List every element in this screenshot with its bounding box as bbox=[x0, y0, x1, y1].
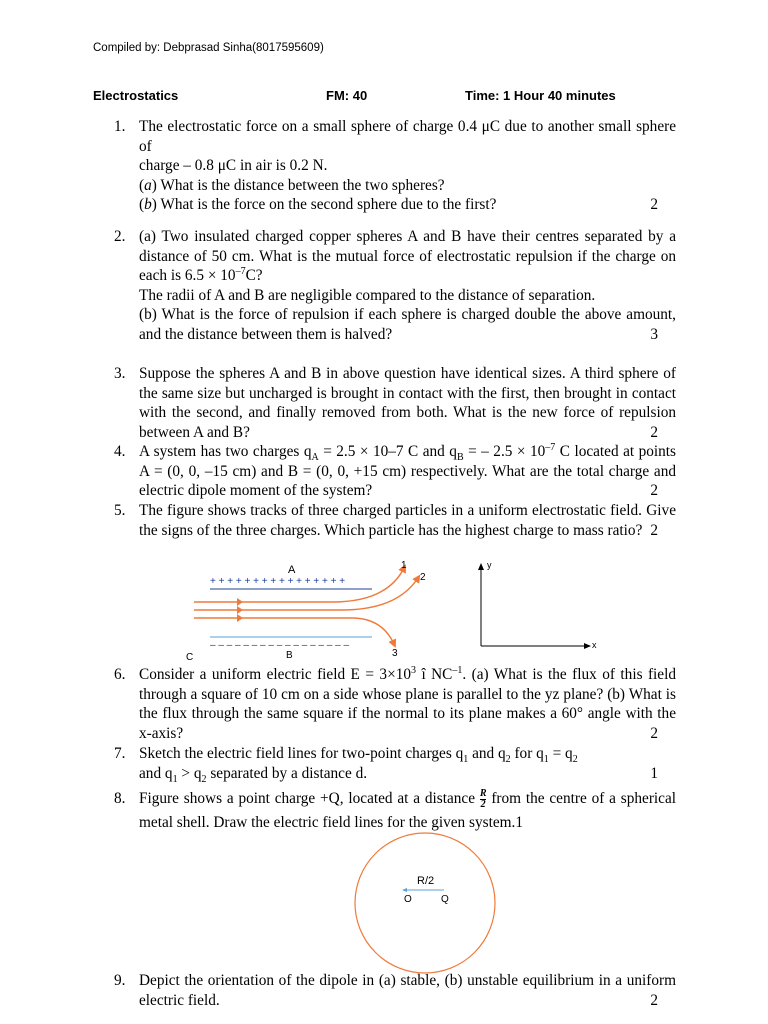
particle-tracks-figure bbox=[182, 560, 622, 664]
question-number: 1. bbox=[114, 118, 126, 135]
question-text: (a) Two insulated charged copper spheres A and B have their centres separated by a distance of 50 cm. What is the mutual force of electrostatic repulsion if the charge on each is $6.5 \times 10^{-7}C$? bbox=[139, 228, 676, 285]
question-text: Sketch the electric field lines for two-point charges $q_1$ and $q_2$ for $q_1 = q_2$ and $q_1 > q_2$ separated by a distance d. 1 bbox=[139, 745, 658, 785]
marks: 2 bbox=[650, 521, 658, 539]
label-r-over-2: R/2 bbox=[417, 875, 435, 887]
question-text: The figure shows tracks of three charged particles in a uniform electrostatic field. Give the signs of the three charges. Which particle has the highest charge to mass ratio? bbox=[139, 502, 676, 539]
marks: 2 bbox=[650, 423, 658, 441]
question-number: 3. bbox=[114, 365, 126, 382]
question-text: Consider a uniform electric field $E = 3\times 10^3$ î $NC^{-1}$. (a) What is the flux of this field through a square of 10 cm on a side whose plane is parallel to the yz plane? (b) What is the flux through the same square if the normal to its plane makes a 60° angle with the x-axis? 2 bbox=[139, 664, 676, 742]
compiled-by: Compiled by: Debprasad Sinha(8017595609) bbox=[93, 42, 324, 54]
marks: 1 bbox=[515, 814, 524, 831]
label-q: Q bbox=[441, 894, 449, 905]
positive-plate-signs: + + + + + + + + + + + + + + + + bbox=[210, 576, 346, 587]
question-number: 8. bbox=[114, 790, 126, 807]
label-o: O bbox=[404, 894, 412, 905]
question-number: 6. bbox=[114, 666, 126, 683]
y-axis-arrow bbox=[478, 563, 484, 570]
label-y: y bbox=[487, 560, 492, 570]
label-track-3: 3 bbox=[392, 648, 398, 659]
question-text: A system has two charges $q_A = 2.5 \times 10-7$ C and $q_B$ = – $2.5 \times 10^{-7}$ C located at points A = (0, 0, –15 cm) and B = (0, 0, +15 cm) respectively. What are the total charge and electric dipole moment of the system? 2 bbox=[139, 441, 676, 500]
question-number: 9. bbox=[114, 972, 126, 989]
question-number: 2. bbox=[114, 228, 126, 245]
fraction-r-over-2: $\frac{R}{2}$ bbox=[479, 787, 487, 810]
marks: 2 bbox=[650, 196, 658, 214]
question-text: The electrostatic force on a small sphere of charge 0.4 μC due to another small sphere of bbox=[139, 118, 676, 155]
question-text: charge – 0.8 μC in air is 0.2 N. bbox=[139, 157, 328, 175]
label-b: B bbox=[286, 650, 293, 661]
spherical-shell-figure bbox=[345, 832, 505, 974]
marks: 2 bbox=[650, 991, 658, 1009]
question-text: (b) What is the force of repulsion if each sphere is charged double the above amount, and the distance between them is halved? 3 bbox=[139, 306, 676, 343]
track-arrows bbox=[237, 598, 243, 622]
question-2 bbox=[114, 227, 676, 345]
marks: 2 bbox=[650, 482, 658, 500]
question-text: Suppose the spheres A and B in above question have identical sizes. A third sphere of the same size but uncharged is brought in contact with the first, then brought in contact with the second, and finally removed from both. What is the new force of repulsion between A and B? bbox=[139, 365, 676, 441]
part-a: (a) What is the distance between the two spheres? bbox=[139, 176, 445, 194]
question-5 bbox=[114, 501, 676, 540]
label-track-2: 2 bbox=[420, 572, 426, 583]
label-x: x bbox=[592, 640, 597, 650]
metal-shell bbox=[355, 833, 495, 973]
question-text: Figure shows a point charge +Q, located at a distance $\frac{R}{2}$ from the centre of a spherical metal shell. Draw the electric field lines for the given system.1 bbox=[139, 787, 676, 831]
question-7 bbox=[114, 744, 676, 783]
question-text: The radii of A and B are negligible compared to the distance of separation. bbox=[139, 286, 596, 304]
question-8 bbox=[114, 787, 676, 835]
question-4 bbox=[114, 442, 676, 501]
subject-title: Electrostatics bbox=[93, 88, 179, 103]
marks: 1 bbox=[650, 764, 658, 782]
question-number: 4. bbox=[114, 443, 126, 460]
question-3 bbox=[114, 364, 676, 442]
question-number: 5. bbox=[114, 502, 126, 519]
label-a: A bbox=[288, 564, 296, 576]
question-text: Depict the orientation of the dipole in (a) stable, (b) unstable equilibrium in a uniform electric field. bbox=[139, 972, 676, 1009]
time-limit: Time: 1 Hour 40 minutes bbox=[465, 88, 616, 103]
marks: 3 bbox=[650, 325, 658, 343]
question-6 bbox=[114, 665, 676, 743]
label-track-1: 1 bbox=[401, 560, 407, 571]
x-axis-arrow bbox=[584, 643, 591, 649]
label-c: C bbox=[186, 652, 194, 663]
question-9 bbox=[114, 971, 676, 1010]
negative-plate-signs: – – – – – – – – – – – – – – – – – bbox=[210, 640, 349, 651]
question-1 bbox=[114, 117, 676, 215]
marks: 2 bbox=[650, 724, 658, 742]
question-number: 7. bbox=[114, 745, 126, 762]
distance-arrow bbox=[402, 888, 407, 892]
part-b: (b) What is the force on the second sphere due to the first? 2 bbox=[139, 196, 658, 214]
full-marks: FM: 40 bbox=[326, 88, 368, 103]
